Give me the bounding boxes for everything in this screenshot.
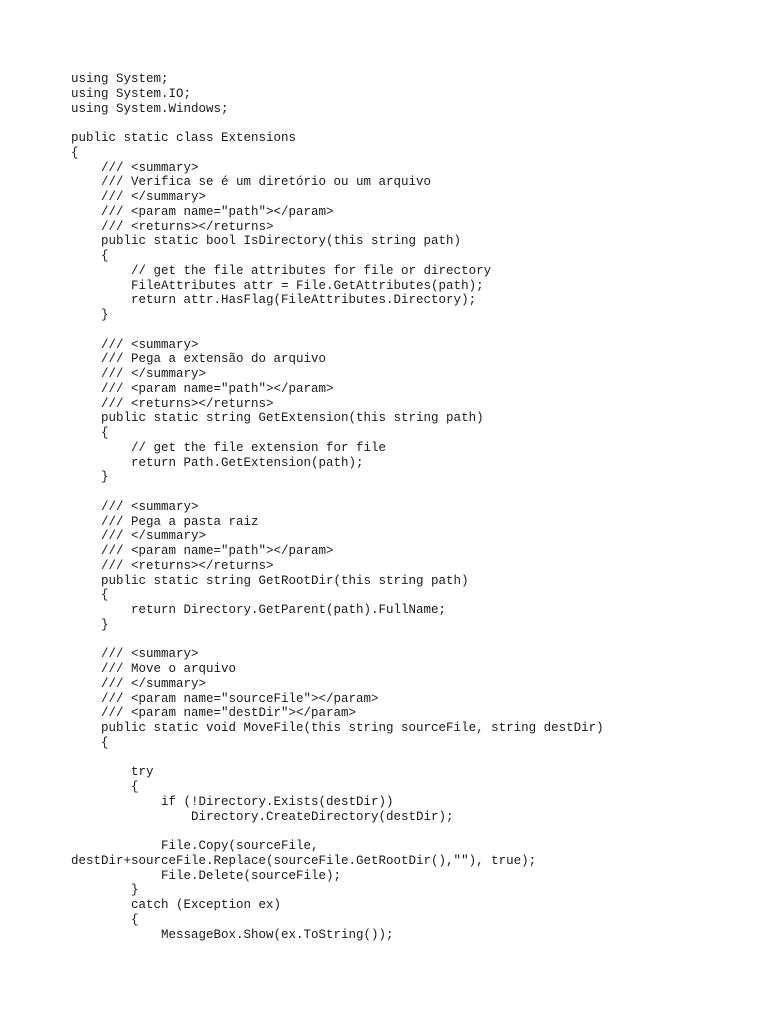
- code-line: public static class Extensions: [71, 131, 297, 145]
- code-line: /// Pega a pasta raiz: [71, 514, 259, 529]
- code-line: /// </summary>: [71, 676, 207, 691]
- code-line: [71, 751, 604, 766]
- code-line: /// <param name="path"></param>: [71, 381, 334, 396]
- code-line: /// <param name="path"></param>: [71, 204, 334, 219]
- code-line: }: [71, 617, 109, 632]
- code-line: {: [71, 426, 109, 440]
- code-line: return Directory.GetParent(path).FullName;: [71, 603, 447, 617]
- code-line: /// <returns></returns>: [71, 396, 274, 411]
- code-line: return attr.HasFlag(FileAttributes.Directory);: [71, 293, 477, 308]
- code-line: public static string GetExtension(this string path): [71, 411, 484, 426]
- code-line: using System;: [71, 72, 169, 86]
- code-line: /// <summary>: [71, 160, 199, 175]
- code-line: {: [71, 735, 109, 750]
- code-line: using System.Windows;: [71, 101, 229, 116]
- code-line: {: [71, 780, 139, 794]
- code-line: /// Pega a extensão do arquivo: [71, 352, 327, 367]
- code-line: /// </summary>: [71, 529, 207, 544]
- code-line: destDir+sourceFile.Replace(sourceFile.GetRootDir(),""), true);: [71, 853, 537, 868]
- code-line: /// <param name="path"></param>: [71, 544, 334, 558]
- code-line: [71, 116, 604, 131]
- code-line: Directory.CreateDirectory(destDir);: [71, 809, 454, 824]
- code-line: // get the file attributes for file or directory: [71, 263, 492, 278]
- code-line: if (!Directory.Exists(destDir)): [71, 794, 394, 809]
- code-line: /// <param name="destDir"></param>: [71, 706, 357, 721]
- code-line: /// </summary>: [71, 190, 207, 204]
- code-line: /// Move o arquivo: [71, 662, 237, 676]
- code-line: }: [71, 883, 139, 898]
- code-line: {: [71, 912, 139, 927]
- code-line: {: [71, 249, 109, 263]
- code-line: }: [71, 308, 109, 322]
- code-line: {: [71, 145, 79, 160]
- code-line: public static void MoveFile(this string sourceFile, string destDir): [71, 721, 604, 735]
- code-line: // get the file extension for file: [71, 440, 387, 455]
- code-line: /// <summary>: [71, 647, 199, 662]
- code-line: /// <param name="sourceFile"></param>: [71, 691, 379, 706]
- code-line: /// Verifica se é um diretório ou um arquivo: [71, 175, 432, 190]
- code-line: public static string GetRootDir(this string path): [71, 573, 469, 588]
- code-line: [71, 485, 604, 500]
- code-line: }: [71, 470, 109, 485]
- code-line: [71, 323, 604, 338]
- code-line: using System.IO;: [71, 86, 192, 101]
- code-line: FileAttributes attr = File.GetAttributes(path);: [71, 278, 484, 293]
- code-line: File.Copy(sourceFile,: [71, 839, 319, 853]
- code-line: [71, 824, 604, 839]
- code-line: /// </summary>: [71, 367, 207, 381]
- code-line: /// <summary>: [71, 337, 199, 352]
- code-line: /// <returns></returns>: [71, 219, 274, 234]
- code-listing: [71, 72, 604, 942]
- code-line: MessageBox.Show(ex.ToString());: [71, 927, 394, 942]
- code-line: public static bool IsDirectory(this string path): [71, 234, 462, 249]
- code-line: File.Delete(sourceFile);: [71, 868, 342, 883]
- code-line: {: [71, 588, 109, 603]
- code-line: /// <returns></returns>: [71, 558, 274, 573]
- code-line: catch (Exception ex): [71, 898, 282, 912]
- code-line: [71, 633, 604, 648]
- code-line: try: [71, 765, 154, 780]
- code-line: /// <summary>: [71, 499, 199, 514]
- code-line: return Path.GetExtension(path);: [71, 455, 364, 470]
